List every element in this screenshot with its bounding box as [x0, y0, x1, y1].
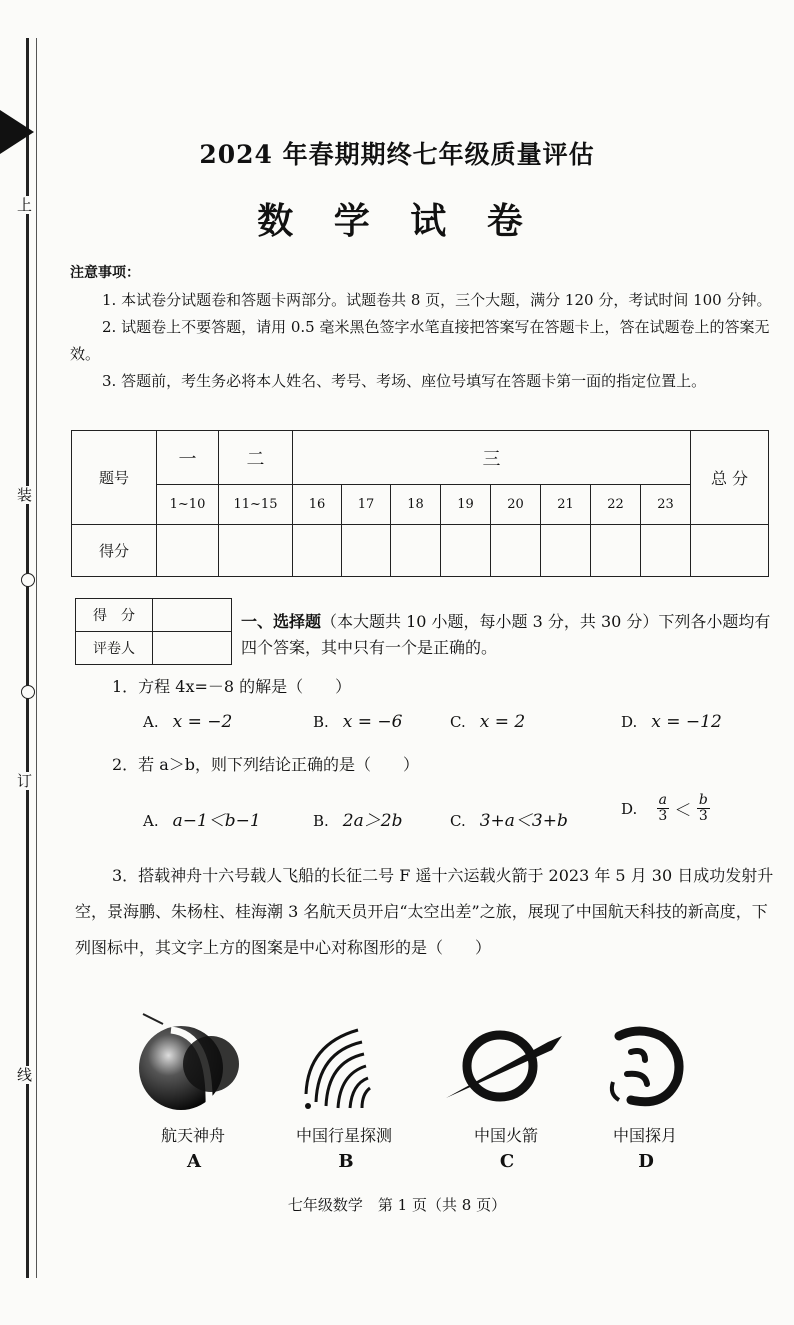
sub-question: 11~15 [219, 485, 293, 525]
section1-title: 一、选择题 [241, 612, 322, 631]
score-cell [219, 525, 293, 577]
binding-char-shang: 上 [17, 196, 33, 214]
question-3-stem: 3．搭载神舟十六号载人飞船的长征二号 F 遥十六运载火箭于 2023 年 5 月 30 日成功发射升空，景海鹏、朱杨柱、桂海潮 3 名航天员开启“太空出差”之旅，展现了中国航天科技的新高度，下列图标中，其文字上方的图案是中心对称图形的是（ ） [75, 866, 774, 957]
notes-heading: 注意事项： [70, 265, 140, 281]
sub-question: 16 [293, 485, 342, 525]
score-cell [541, 525, 591, 577]
score-cell [491, 525, 541, 577]
logo-caption-c: 中国火箭 [473, 1126, 538, 1145]
section-header: 一 [157, 431, 219, 485]
score-cell [342, 525, 391, 577]
sub-question: 19 [441, 485, 491, 525]
sub-question: 1~10 [157, 485, 219, 525]
subject-title: 数 学 试 卷 [257, 200, 537, 242]
binding-char-xian: 线 [17, 1066, 33, 1084]
option-letter-c: C [499, 1151, 515, 1172]
q2-option-d: D. $\frac{a}{3}$ ＜ $\frac{b}{3}$ [621, 792, 708, 824]
sub-question: 22 [591, 485, 641, 525]
grader-box [75, 598, 232, 665]
q2-option-c: C. 3+a＜3+b [450, 811, 568, 831]
binding-char-ding: 订 [17, 772, 33, 790]
planetary-exploration-logo-icon [296, 1022, 386, 1112]
exam-title: 2024 年春期期终七年级质量评估 [199, 140, 595, 169]
score-table [71, 430, 769, 577]
lunar-exploration-logo-icon [605, 1022, 690, 1112]
note-item: 2. 试题卷上不要答题，请用 0.5 毫米黑色签字水笔直接把答案写在答题卡上，答在试题卷上的答案无效。 [70, 318, 770, 363]
grader-name-cell [153, 632, 232, 665]
section1-intro [241, 609, 771, 661]
sub-question: 23 [641, 485, 691, 525]
section1-desc: （本大题共 10 小题，每小题 3 分，共 30 分）下列各小题均有四个答案，其中只有一个是正确的。 [241, 612, 771, 657]
notes-block [70, 260, 775, 395]
section-header: 二 [219, 431, 293, 485]
grader-score-cell [153, 599, 232, 632]
sub-question: 20 [491, 485, 541, 525]
china-rocket-logo-icon [444, 1026, 564, 1106]
q2-option-b: B. 2a＞2b [313, 811, 403, 831]
q1-option-d: D. x = −12 [621, 712, 722, 732]
question-number-label: 题号 [72, 431, 157, 525]
q1-option-b: B. x = −6 [313, 712, 403, 732]
q1-option-a: A. x = −2 [143, 712, 233, 732]
score-cell [157, 525, 219, 577]
note-item: 3. 答题前，考生务必将本人姓名、考号、考场、座位号填写在答题卡第一面的指定位置上。 [102, 372, 707, 390]
page-footer: 七年级数学 第 1 页（共 8 页） [287, 1196, 507, 1214]
score-row-label: 得分 [72, 525, 157, 577]
option-letter-d: D [638, 1151, 654, 1172]
question-2-stem: 2．若 a＞b，则下列结论正确的是（ ） [112, 755, 420, 774]
question-1-stem: 1．方程 4x=－8 的解是（ ） [112, 677, 352, 696]
note-item: 1. 本试卷分试题卷和答题卡两部分。试题卷共 8 页，三个大题，满分 120 分，考试时间 100 分钟。 [102, 291, 772, 309]
score-cell [641, 525, 691, 577]
score-cell [293, 525, 342, 577]
grader-score-label: 得 分 [76, 599, 153, 632]
score-cell [441, 525, 491, 577]
q1-option-c: C. x = 2 [450, 712, 526, 732]
sub-question: 17 [342, 485, 391, 525]
logo-caption-b: 中国行星探测 [295, 1126, 392, 1145]
binding-hole [21, 685, 35, 699]
sub-question: 21 [541, 485, 591, 525]
logo-caption-d: 中国探月 [612, 1126, 677, 1145]
option-letter-b: B [338, 1151, 354, 1172]
sub-question: 18 [391, 485, 441, 525]
total-label: 总 分 [691, 431, 769, 525]
binding-char-zhuang: 装 [17, 486, 33, 504]
grader-name-label: 评卷人 [76, 632, 153, 665]
shenzhou-logo-icon [133, 1012, 245, 1112]
binding-hole [21, 573, 35, 587]
q2-option-a: A. a−1＜b−1 [143, 811, 261, 831]
score-cell [691, 525, 769, 577]
logo-caption-a: 航天神舟 [160, 1126, 225, 1145]
score-cell [591, 525, 641, 577]
option-letter-a: A [187, 1151, 201, 1172]
score-cell [391, 525, 441, 577]
section-header: 三 [293, 431, 691, 485]
